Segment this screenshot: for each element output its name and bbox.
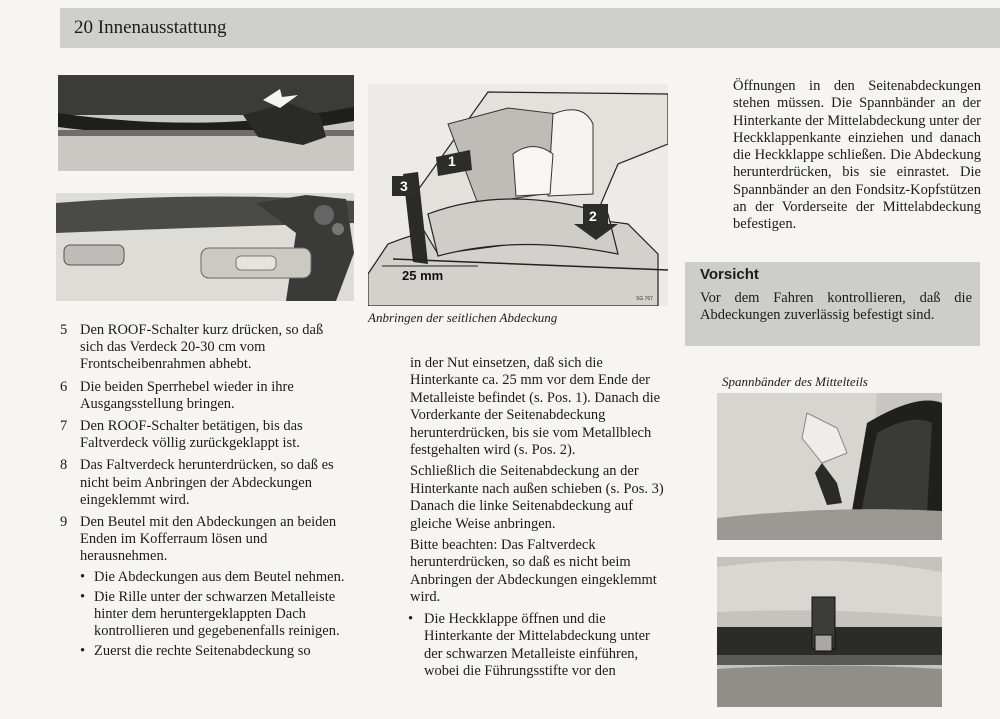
center-figure-caption: Anbringen der seitlichen Abdeckung (368, 310, 558, 325)
step-item: 8 Das Faltverdeck herunterdrücken, so daß es nicht beim Anbringen der Abdeckungen eingeklemmt wird. (60, 457, 334, 508)
roof-photo-top (58, 75, 354, 171)
strap-photo-top (717, 393, 942, 540)
seat-cover-illustration (368, 84, 668, 306)
bullet-item: • Zuerst die rechte Seitenabdeckung so (80, 643, 350, 660)
callout-1: 1 (448, 153, 456, 169)
page-title: 20 Innenausstattung (74, 17, 227, 38)
middle-column (410, 355, 668, 684)
middle-paragraph-1: in der Nut einsetzen, daß sich die Hinterkante ca. 25 mm vor dem Ende der Metalleiste befindet (s. Pos. 1). Danach die Vorderkante der Seitenabdeckung herunterdrücken, bis sie vom Metallblech festgehalten wird (s. Pos. 2). (410, 355, 661, 459)
step-item: 7 Den ROOF-Schalter betätigen, bis das Faltverdeck völlig zurückgeklappt ist. (60, 418, 303, 452)
step-list (60, 322, 350, 666)
bullet-item: • Die Rille unter der schwarzen Metalleiste hinter dem heruntergeklappten Dach kontrollieren und gegebenenfalls reinigen. (80, 589, 350, 641)
step-item: 6 Die beiden Sperrhebel wieder in ihre Ausgangsstellung bringen. (60, 378, 294, 412)
middle-paragraph-2: Schließlich die Seitenabdeckung an der Hinterkante nach außen schieben (s. Pos. 3) Danach die linke Seitenabdeckung auf gleiche Weise anbringen. (410, 463, 664, 532)
middle-bullet: • Die Heckklappe öffnen und die Hinterkante der Mittelabdeckung unter der schwarzen Metalleiste einführen, wobei die Führungsstifte vor den (410, 611, 668, 681)
figure-code: SG 767 (636, 296, 653, 302)
callout-2: 2 (589, 208, 597, 224)
right-column-text: Öffnungen in den Seitenabdeckungen stehen müssen. Die Spannbänder an der Hinterkante der Mittelabdeckung unter der Heckklappenkante einziehen und danach die Heckklappe schließen. Die Abdeckung herunterdrücken, bis sie einrastet. Die Spannbänder an den Fondsitz-Kopfstützen an der Vorderseite der Mittelabdeckung befestigen. (733, 78, 982, 233)
middle-paragraph-3: Bitte beachten: Das Faltverdeck herunterdrücken, so daß es nicht beim Anbringen der Abdeckungen eingeklemmt wird. (410, 537, 657, 606)
step-item: 5 Den ROOF-Schalter kurz drücken, so daß sich das Verdeck 20-30 cm vom Frontscheibenrahmen abhebt. (60, 322, 324, 373)
roof-photo-interior (56, 193, 354, 301)
warning-text: Vor dem Fahren kontrollieren, daß die Abdeckungen zuverlässig befestigt sind. (700, 290, 972, 323)
strap-photo-bottom (717, 557, 942, 707)
bullet-item: • Die Abdeckungen aus dem Beutel nehmen. (80, 569, 350, 586)
warning-title: Vorsicht (700, 266, 759, 283)
callout-3: 3 (400, 178, 408, 194)
right-figure-caption: Spannbänder des Mittelteils (722, 374, 868, 389)
step-item: 9 Den Beutel mit den Abdeckungen an beiden Enden im Kofferraum lösen und herausnehmen. • Die Abdeckungen aus dem Beutel nehmen. • Die Rille unter der schwarzen Metalleiste hinter dem heruntergeklappten Dach kontrollieren und gegebenenfalls reinigen. • Zuerst die rechte Seitenabdeckung so (60, 514, 350, 661)
step-9-bullets (80, 569, 350, 661)
dimension-label: 25 mm (402, 268, 444, 283)
